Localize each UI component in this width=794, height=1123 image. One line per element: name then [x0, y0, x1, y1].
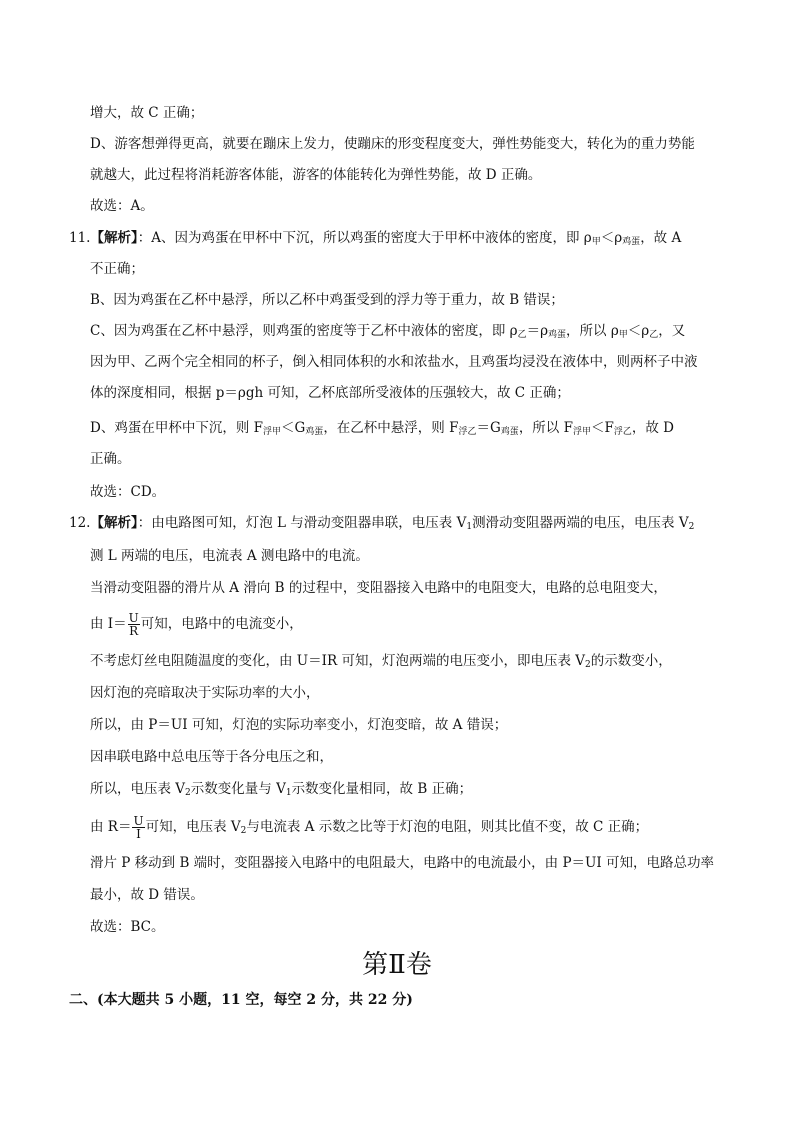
text-line: 因为甲、乙两个完全相同的杯子，倒入相同体积的水和浓盐水，且鸡蛋均浸没在液体中，则两杯子中液 — [90, 354, 698, 370]
text-run: 由 I＝ — [90, 616, 127, 632]
subscript: 2 — [688, 522, 695, 532]
question-number: 12. — [69, 515, 91, 531]
subscript: 乙 — [649, 330, 659, 340]
text-run: ，故 A — [640, 230, 682, 246]
text-run: 不考虑灯丝电阻随温度的变化，由 U＝IR 可知，灯泡两端的电压变小，即电压表 V — [90, 653, 585, 669]
subscript: 乙 — [517, 330, 527, 340]
text-run: ，所以 ρ — [566, 323, 619, 339]
text-run: 与电流表 A 示数之比等于灯泡的电阻，则其比值不变，故 C 正确； — [246, 819, 649, 835]
text-run: 测滑动变阻器两端的电压，电压表 V — [472, 515, 689, 531]
q12-line-9 — [90, 779, 472, 799]
text-run: 由 R＝ — [90, 819, 132, 835]
subscript: 2 — [585, 660, 591, 670]
subscript: 鸡蛋 — [305, 427, 324, 437]
subscript: 浮乙 — [458, 427, 477, 437]
text-run: 所以，电压表 V — [90, 781, 186, 797]
subscript: 鸡蛋 — [622, 237, 641, 247]
text-run: ＜ρ — [627, 323, 650, 339]
text-run: 的示数变小， — [590, 653, 672, 669]
text-line: 因串联电路中总电压等于各分电压之和， — [90, 749, 333, 765]
text-run: 可知，电压表 V — [145, 819, 241, 835]
text-line: 体的深度相同，根据 p＝ρgh 可知，乙杯底部所受液体的压强较大，故 C 正确； — [90, 385, 570, 401]
q12-line-1 — [69, 513, 694, 533]
text-run: D、鸡蛋在甲杯中下沉，则 F — [90, 420, 263, 436]
subscript: 2 — [240, 826, 247, 836]
text-line: 当滑动变阻器的滑片从 A 滑向 B 的过程中，变阻器接入电路中的电阻变大，电路的总电阻变大， — [90, 580, 667, 596]
text-line: 测 L 两端的电压，电流表 A 测电路中的电流。 — [90, 548, 369, 564]
denominator: R — [129, 624, 139, 638]
subscript: 1 — [466, 522, 473, 532]
text-run: 示数变化量相同，故 B 正确； — [291, 781, 473, 797]
analysis-tag: 【解析】 — [90, 515, 138, 531]
text-line: 就越大，此过程将消耗游客体能，游客的体能转化为弹性势能，故 D 正确。 — [90, 167, 542, 183]
q11-line-c — [90, 321, 685, 341]
text-line: 不正确； — [90, 261, 144, 277]
text-run: ：由电路图可知，灯泡 L 与滑动变阻器串联，电压表 V — [137, 515, 467, 531]
text-run: ＜F — [591, 420, 614, 436]
answer-line: 故选：A。 — [90, 198, 154, 214]
numerator: U — [133, 814, 144, 828]
q12-line-10 — [90, 815, 648, 840]
text-line: B、因为鸡蛋在乙杯中悬浮，所以乙杯中鸡蛋受到的浮力等于重力，故 B 错误； — [90, 292, 564, 308]
text-line: 所以，由 P＝UI 可知，灯泡的实际功率变小，灯泡变暗，故 A 错误； — [90, 717, 508, 733]
q11-line-d — [90, 418, 674, 438]
text-line: 正确。 — [90, 451, 131, 467]
q12-line-4 — [90, 612, 303, 637]
section-heading: 二、(本大题共 5 小题，11 空，每空 2 分，共 22 分) — [69, 992, 413, 1008]
text-line: 因灯泡的亮暗取决于实际功率的大小， — [90, 685, 320, 701]
answer-line: 故选：CD。 — [90, 484, 166, 500]
answer-line: 故选：BC。 — [90, 919, 165, 935]
numerator: U — [128, 611, 139, 625]
text-run: C、因为鸡蛋在乙杯中悬浮，则鸡蛋的密度等于乙杯中液体的密度，即 ρ — [90, 323, 518, 339]
subscript: 甲 — [618, 330, 628, 340]
part-title: 第Ⅱ卷 — [362, 950, 432, 980]
subscript: 甲 — [591, 237, 601, 247]
subscript: 浮甲 — [262, 427, 281, 437]
fraction-u-over-i — [132, 815, 144, 840]
q11-line-a — [69, 228, 681, 248]
text-run: ：A、因为鸡蛋在甲杯中下沉，所以鸡蛋的密度大于甲杯中液体的密度，即 ρ — [137, 230, 592, 246]
analysis-tag: 【解析】 — [90, 230, 138, 246]
text-line: 增大，故 C 正确； — [90, 105, 204, 121]
subscript: 浮乙 — [613, 427, 632, 437]
text-line: 滑片 P 移动到 B 端时，变阻器接入电路中的电阻最大，电路中的电流最小，由 P＝UI 可知，电路总功率 — [90, 855, 715, 871]
text-run: ＝G — [476, 420, 501, 436]
subscript: 鸡蛋 — [500, 427, 519, 437]
text-run: ，又 — [658, 323, 686, 339]
subscript: 2 — [185, 788, 191, 798]
subscript: 鸡蛋 — [548, 330, 567, 340]
text-run: ＜G — [281, 420, 306, 436]
subscript: 浮甲 — [572, 427, 591, 437]
text-run: ，在乙杯中悬浮，则 F — [323, 420, 459, 436]
text-line: 最小，故 D 错误。 — [90, 887, 204, 903]
text-run: ＝ρ — [526, 323, 549, 339]
denominator: I — [136, 827, 141, 841]
question-number: 11. — [69, 230, 91, 246]
subscript: 1 — [285, 788, 292, 798]
fraction-u-over-r — [128, 612, 140, 637]
q12-line-5 — [90, 651, 672, 671]
text-run: 可知，电路中的电流变小， — [140, 616, 303, 632]
text-line: D、游客想弹得更高，就要在蹦床上发力，使蹦床的形变程度变大，弹性势能变大，转化为的重力势能 — [90, 136, 695, 152]
text-run: ，所以 F — [518, 420, 573, 436]
text-run: 示数变化量与 V — [190, 781, 286, 797]
text-run: ，故 D — [631, 420, 675, 436]
text-run: ＜ρ — [600, 230, 623, 246]
